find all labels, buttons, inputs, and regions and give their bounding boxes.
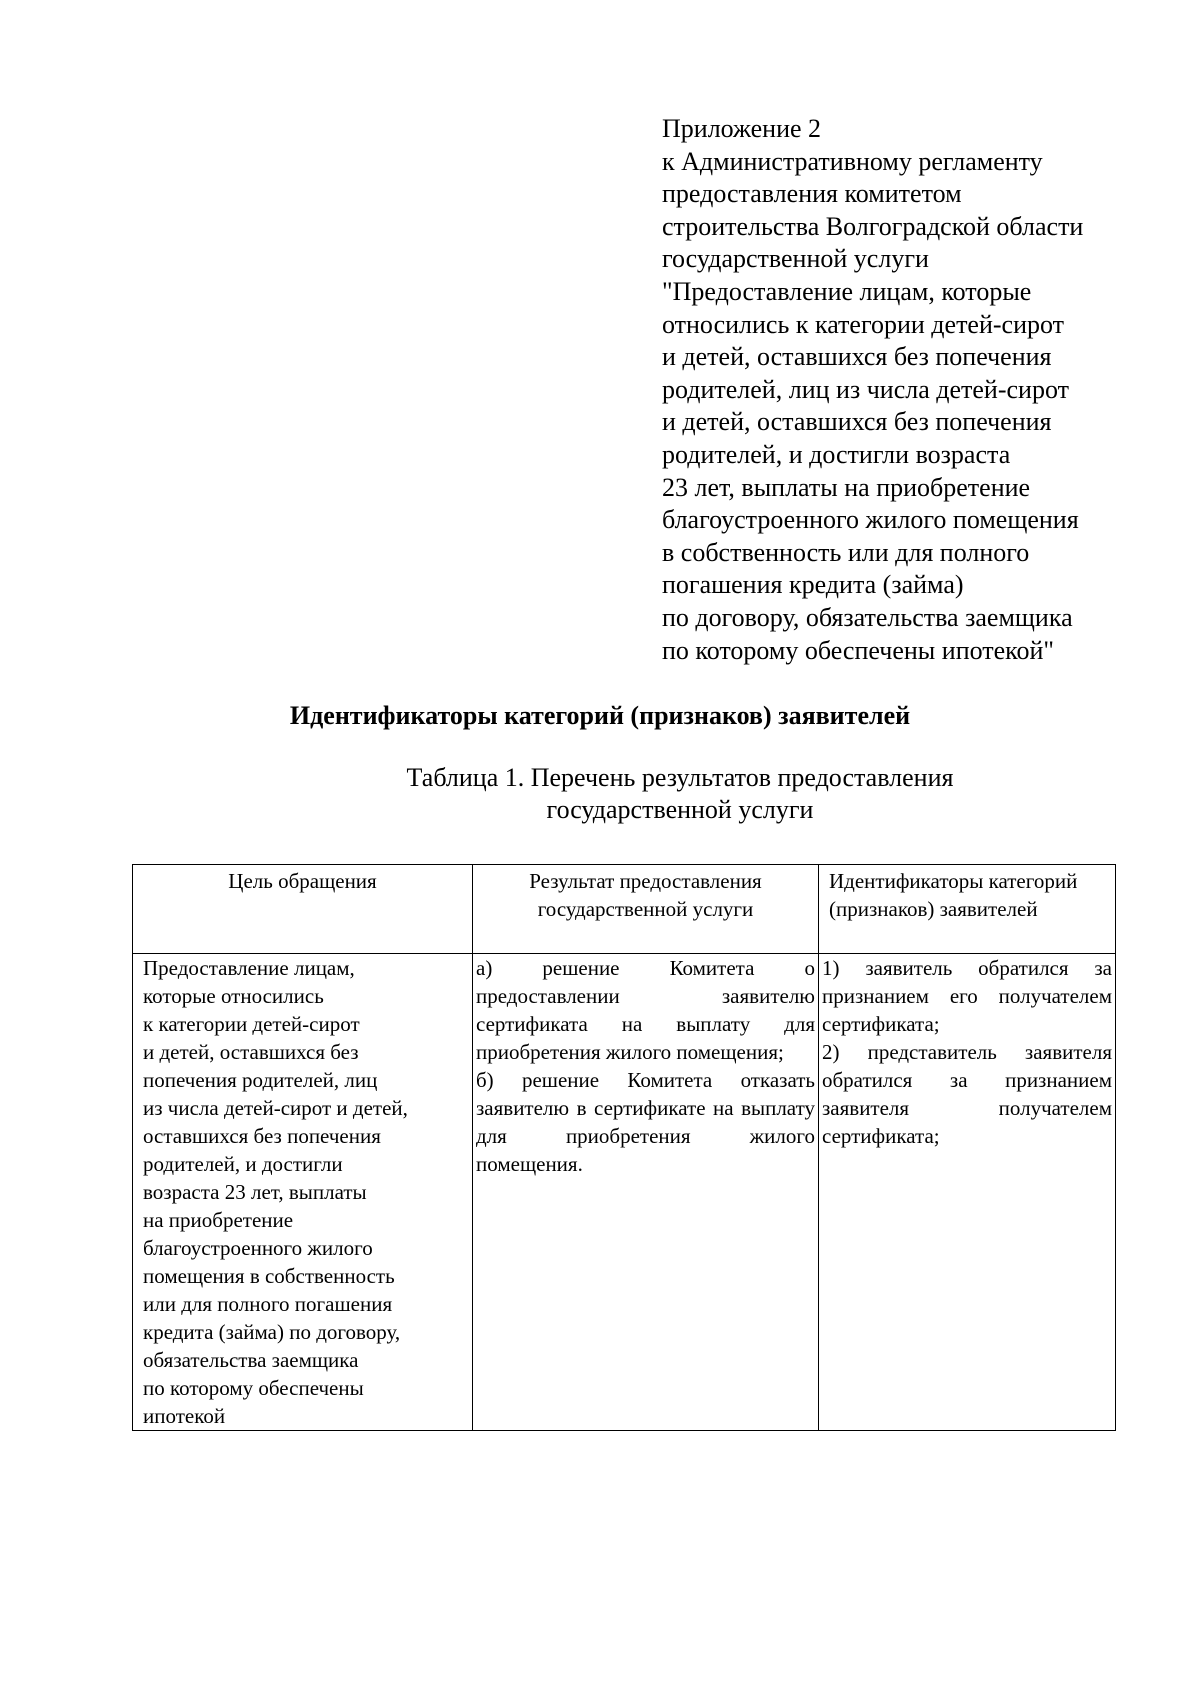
purpose-line: родителей, и достигли — [143, 1152, 343, 1176]
cell-identifiers — [819, 954, 1116, 1431]
table-row — [133, 954, 1116, 1431]
purpose-line: и детей, оставшихся без — [143, 1040, 359, 1064]
header-purpose: Цель обращения — [133, 865, 473, 954]
appendix-line: благоустроенного жилого помещения — [662, 505, 1079, 535]
appendix-line: "Предоставление лицам, которые — [662, 276, 1032, 306]
cell-result — [473, 954, 819, 1431]
purpose-line: оставшихся без попечения — [143, 1124, 381, 1148]
purpose-line: благоустроенного жилого — [143, 1236, 373, 1260]
purpose-line: кредита (займа) по договору, — [143, 1320, 401, 1344]
purpose-line: возраста 23 лет, выплаты — [143, 1180, 367, 1204]
appendix-line: к Административному регламенту — [662, 146, 1043, 176]
header-identifiers: Идентификаторы категорий (признаков) заявителей — [819, 865, 1116, 954]
appendix-line: родителей, лиц из числа детей-сирот — [662, 374, 1069, 404]
appendix-line: предоставления комитетом — [662, 179, 962, 209]
purpose-line: ипотекой — [143, 1404, 226, 1428]
appendix-line: погашения кредита (займа) — [662, 570, 964, 600]
purpose-line: или для полного погашения — [143, 1292, 393, 1316]
result-item-a: а) решение Комитета о предоставлении заявителю сертификата на выплату для приобретения жилого помещения; — [476, 956, 815, 1064]
header-result: Результат предоставления государственной услуги — [473, 865, 819, 954]
table-caption-line-2: государственной услуги — [546, 795, 814, 824]
cell-purpose — [133, 954, 473, 1431]
appendix-line: и детей, оставшихся без попечения — [662, 342, 1052, 372]
appendix-line: государственной услуги — [662, 244, 929, 274]
appendix-line: родителей, и достигли возраста — [662, 439, 1011, 469]
table-caption — [0, 762, 1200, 826]
purpose-line: попечения родителей, лиц — [143, 1068, 378, 1092]
appendix-block — [662, 113, 1182, 667]
table-caption-line-1: Таблица 1. Перечень результатов предоставления — [406, 763, 954, 792]
document-title: Идентификаторы категорий (признаков) заявителей — [289, 701, 911, 730]
table-header-row — [133, 865, 1116, 954]
appendix-line: относились к категории детей-сирот — [662, 309, 1065, 339]
purpose-line: на приобретение — [143, 1208, 294, 1232]
appendix-line: Приложение 2 — [662, 114, 822, 143]
purpose-line: к категории детей-сирот — [143, 1012, 360, 1036]
result-item-b: б) решение Комитета отказать заявителю в сертификате на выплату для приобретения жилого помещения. — [476, 1068, 815, 1176]
appendix-line: по которому обеспечены ипотекой" — [662, 635, 1055, 665]
appendix-line: строительства Волгоградской области — [662, 211, 1084, 241]
appendix-line: 23 лет, выплаты на приобретение — [662, 472, 1031, 502]
purpose-line: Предоставление лицам, — [143, 956, 355, 980]
purpose-line: помещения в собственность — [143, 1264, 395, 1288]
purpose-line: обязательства заемщика — [143, 1348, 359, 1372]
purpose-line: которые относились — [143, 984, 324, 1008]
appendix-line: и детей, оставшихся без попечения — [662, 407, 1052, 437]
purpose-line: по которому обеспечены — [143, 1376, 364, 1400]
purpose-line: из числа детей-сирот и детей, — [143, 1096, 408, 1120]
identifier-item-2: 2) представитель заявителя обратился за признанием заявителя получателем сертификата; — [822, 1040, 1112, 1148]
appendix-line: в собственность или для полного — [662, 537, 1030, 567]
identifier-item-1: 1) заявитель обратился за признанием его получателем сертификата; — [822, 956, 1112, 1036]
results-table — [132, 864, 1116, 1431]
appendix-line: по договору, обязательства заемщика — [662, 602, 1073, 632]
